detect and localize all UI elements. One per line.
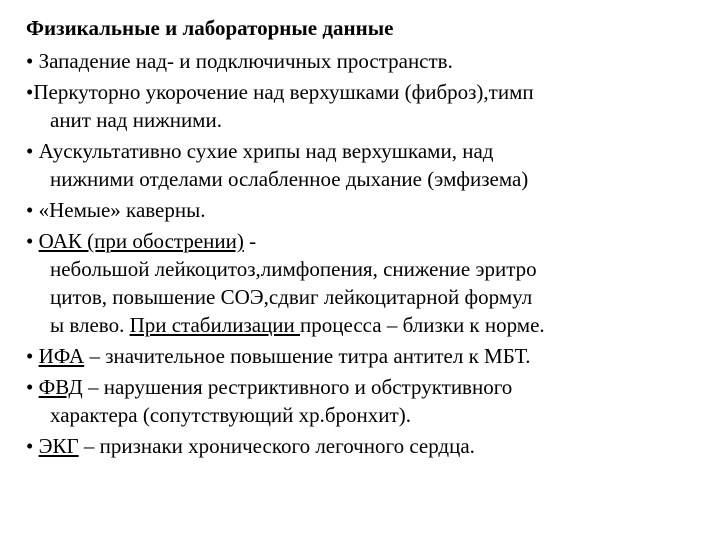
- item-text-continuation: небольшой лейкоцитоз,лимфопения, снижение эритро: [50, 257, 537, 281]
- slide-content: [26, 12, 716, 460]
- list-item: [26, 373, 716, 429]
- list-item: [26, 196, 716, 224]
- item-heading-line: [26, 432, 716, 460]
- term-stabilization: При стабилизации: [129, 313, 301, 337]
- item-text: • Аускультативно сухие хрипы над верхушками, над: [26, 139, 494, 163]
- item-rest: – значительное повышение титра антител к МБТ.: [84, 344, 531, 368]
- item-text-part: процесса – близки к норме.: [300, 313, 545, 337]
- item-text-continuation: цитов, повышение СОЭ,сдвиг лейкоцитарной формул: [50, 285, 533, 309]
- list-item: [26, 227, 716, 339]
- item-text: • «Немые» каверны.: [26, 198, 206, 222]
- list-item: [26, 137, 716, 193]
- item-rest: -: [243, 229, 257, 253]
- item-text-part: ы влево.: [50, 313, 130, 337]
- item-text: •Перкуторно укорочение над верхушками (фиброз),тимп: [26, 80, 534, 104]
- item-text: • Западение над- и подключичных пространств.: [26, 49, 453, 73]
- item-text-continuation: характера (сопутствующий хр.бронхит).: [50, 403, 411, 427]
- item-heading-line: [26, 342, 716, 370]
- term-oak: ОАК (при обострении): [38, 229, 244, 253]
- term-fvd: ФВД: [38, 375, 83, 399]
- term-ifa: ИФА: [38, 344, 85, 368]
- list-item: [26, 78, 716, 134]
- list-item: [26, 47, 716, 75]
- bullet: •: [26, 434, 39, 458]
- bullet: •: [26, 344, 39, 368]
- item-rest: – признаки хронического легочного сердца.: [78, 434, 475, 458]
- item-text-continuation: анит над нижними.: [50, 108, 222, 132]
- list-item: [26, 432, 716, 460]
- item-text-continuation: нижними отделами ослабленное дыхание (эмфизема): [50, 167, 529, 191]
- bullet: •: [26, 229, 39, 253]
- term-ekg: ЭКГ: [38, 434, 79, 458]
- slide-title: Физикальные и лабораторные данные: [26, 16, 394, 40]
- bullet: •: [26, 375, 39, 399]
- item-heading-line: [26, 227, 716, 255]
- item-rest: – нарушения рестриктивного и обструктивного: [82, 375, 513, 399]
- item-heading-line: [26, 373, 716, 401]
- list-item: [26, 342, 716, 370]
- item-text-continuation: [26, 311, 716, 339]
